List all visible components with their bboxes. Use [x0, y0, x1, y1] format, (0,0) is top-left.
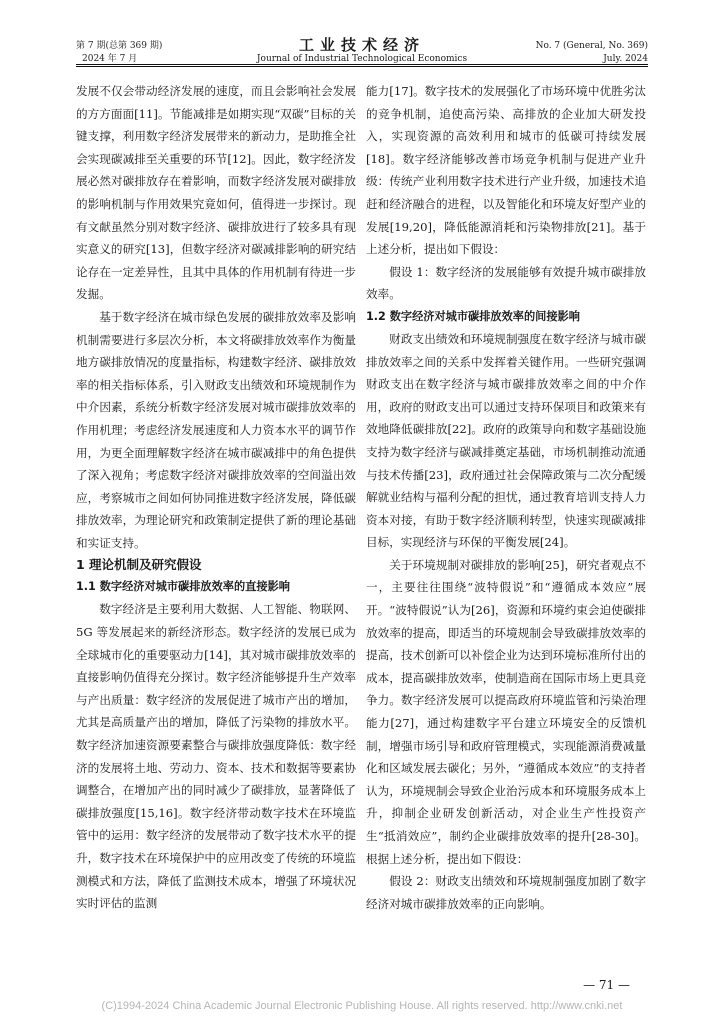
paragraph: 数字经济是主要利用大数据、人工智能、物联网、5G 等发展起来的新经济形态。数字经济的发展已成为全球城市化的重要驱动力[14]，其对城市碳排放效率的直接影响仍值得充分探讨。数字经济能够提升生产效率与产出质量：数字经济的发展促进了城市产出的增加，尤其是高质量产出的增加，降低了污染物的排放水平。数字经济加速资源要素整合与碳排放强度降低：数字经济的发展将土地、劳动力、资本、技术和数据等要素协调整合，在增加产出的同时减少了碳排放，显著降低了碳排放强度[15,16]。数字经济带动数字技术在环境监管中的运用：数字经济的发展带动了数字技术水平的提升，数字技术在环境保护中的应用改变了传统的环境监测模式和方法，降低了监测技术成本，增强了环境状况实时评估的监测 [76, 602, 356, 911]
header-left [76, 40, 162, 66]
hypothesis: 假设 2：财政支出绩效和环境规制强度加剧了数字经济对城市碳排放效率的正向影响。 [366, 874, 646, 911]
issue-date-en: July. 2024 [603, 54, 648, 64]
copyright-footer: (C)1994-2024 China Academic Journal Electronic Publishing House. All rights reserved. http://www.cnki.net [101, 1000, 623, 1012]
paragraph: 基于数字经济在城市绿色发展的碳排放效率及影响机制需要进行多层次分析，本文将碳排放效率作为衡量地方碳排放情况的度量指标，构建数字经济、碳排放效率的相关指标体系，引入财政支出绩效和环境规制作为中介因素，系统分析数字经济发展对城市碳排放效率的作用机理；考虑经济发展速度和人力资本水平的调节作用，为更全面理解数字经济在城市碳减排中的角色提供了深入视角；考虑数字经济对碳排放效率的空间溢出效应，考察城市之间如何协同推进数字经济发展，降低碳排放效率，为理论研究和政策制定提供了新的理论基础和实证支持。 [76, 309, 356, 550]
header-rule [76, 64, 648, 65]
issue-date: 2024 年 7 月 [82, 54, 138, 64]
paragraph: 财政支出绩效和环境规制强度在数字经济与城市碳排放效率之间的关系中发挥着关键作用。一些研究强调财政支出在数字经济与城市碳排放效率之间的中介作用，政府的财政支出可以通过支持环保项目和政策来有效地降低碳排放[22]。政府的政策导向和数字基础设施支持为数字经济与碳减排奠定基础，市场机制推动流通与技术传播[23]，政府通过社会保障政策与二次分配缓解就业结构与福利分配的担忧，通过教育培训支持人力资本对接，有助于数字经济顺利转型，快速实现碳减排目标，实现经济与环保的平衡发展[24]。 [366, 331, 646, 550]
page-number: — 71 — [583, 978, 630, 992]
journal-title-block [240, 36, 484, 65]
journal-title-en: Journal of Industrial Technological Economics [256, 54, 468, 64]
paragraph: 发展不仅会带动经济发展的速度，而且会影响社会发展的方方面面[11]。节能减排是如期实现“双碳”目标的关键支撑，利用数字经济发展带来的新动力，是助推全社会实现碳减排至关重要的环节[12]。因此，数字经济发展必然对碳排放存在着影响，而数字经济发展对碳排放的影响机制与作用效果究竟如何，值得进一步探讨。现有文献虽然分别对数字经济、碳排放进行了较多具有现实意义的研究[13]，但数字经济对碳减排影响的研究结论存在一定差异性，且其中具体的作用机制有待进一步发掘。 [76, 84, 356, 302]
issue-number-en: No. 7 (General, No. 369) [535, 41, 648, 51]
hypothesis: 假设 1：数字经济的发展能够有效提升城市碳排放效率。 [366, 264, 646, 302]
subsection-heading: 1.2 数字经济对城市碳排放效率的间接影响 [366, 309, 580, 323]
paragraph: 能力[17]。数字技术的发展强化了市场环境中优胜劣汰的竞争机制，追使高污染、高排放的企业加大研发投入，实现资源的高效利用和城市的低碳可持续发展[18]。数字经济能够改善市场竞争机制与促进产业升级：传统产业利用数字技术进行产业升级，加速技术追赶和经济融合的进程，以及智能化和环境友好型产业的发展[19,20]，降低能源消耗和污染物排放[21]。基于上述分析，提出如下假设： [366, 84, 646, 257]
right-column [366, 80, 646, 915]
header-rule-thin [76, 66, 648, 67]
journal-title-cn: 工业技术经济 [298, 36, 425, 54]
header-right [536, 40, 648, 66]
paragraph: 关于环境规制对碳排放的影响[25]，研究者观点不一，主要往往围绕“波特假说”和“遵循成本效应”展开。“波特假说”认为[26]，资源和环境约束会迫使碳排放效率的提高，即适当的环境规制会导致碳排放效率的提高，技术创新可以补偿企业为达到环境标准所付出的成本，提高碳排放效率，使制造商在国际市场上更具竞争力。数字经济发展可以提高政府环境监管和污染治理能力[27]，通过构建数字平台建立环境安全的反馈机制，增强市场引导和政府管理模式，实现能源消费减量化和区域发展去碳化；另外，“遵循成本效应”的支持者认为，环境规制会导致企业治污成本和环境服务成本上升，抑制企业研发创新活动，对企业生产性投资产生“抵消效应”，制约企业碳排放效率的提升[28-30]。根据上述分析，提出如下假设： [366, 557, 646, 866]
subsection-heading: 1.1 数字经济对城市碳排放效率的直接影响 [76, 580, 290, 594]
issue-number: 第 7 期(总第 369 期) [76, 41, 163, 51]
section-heading: 1 理论机制及研究假设 [76, 557, 202, 573]
left-column [76, 80, 356, 915]
